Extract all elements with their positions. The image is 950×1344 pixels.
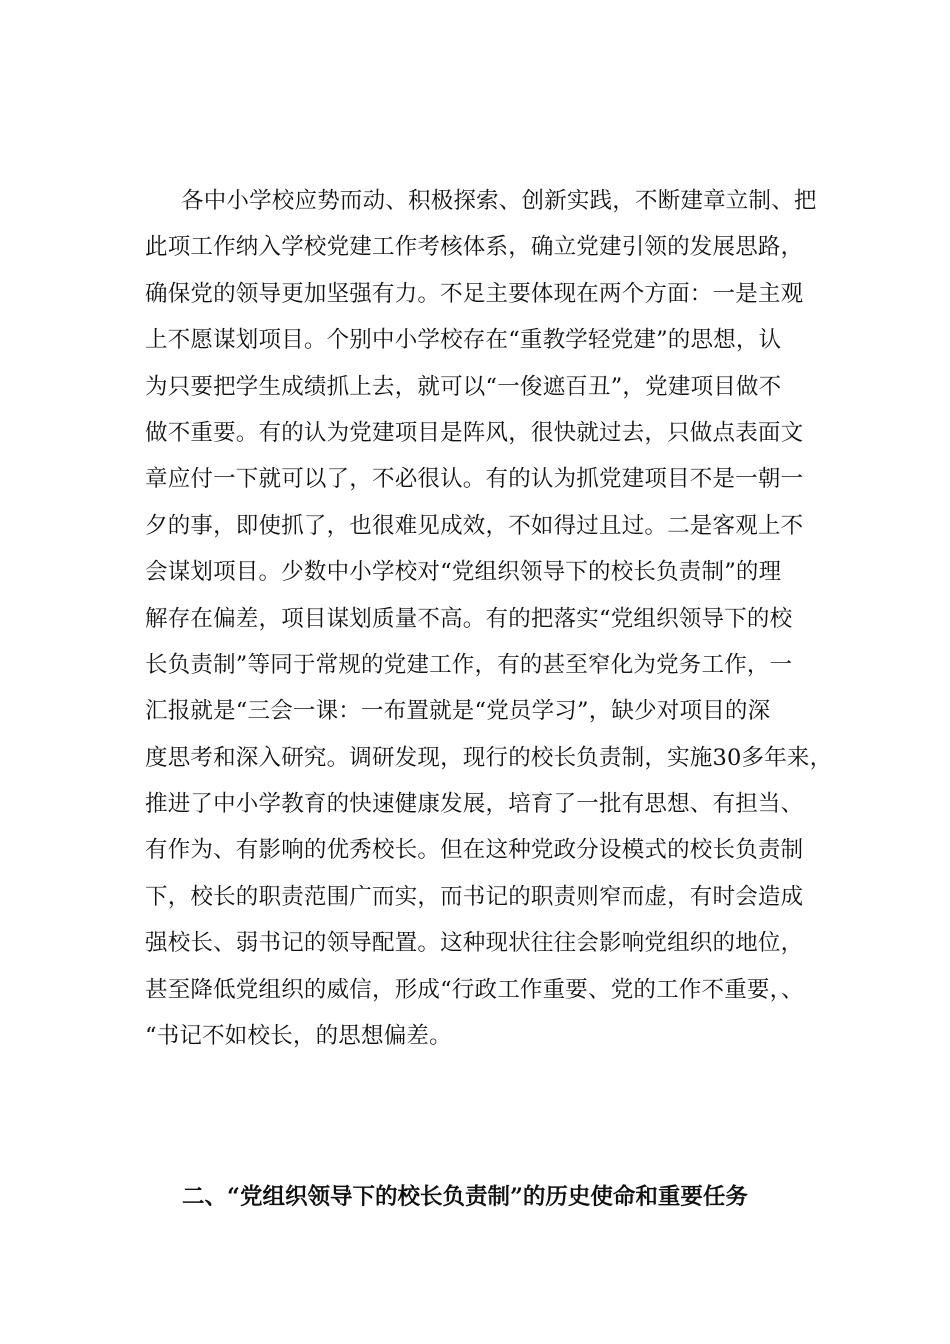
paragraph-line: 推进了中小学教育的快速健康发展，培育了一批有思想、有担当、 bbox=[145, 791, 804, 818]
paragraph-line: 章应付一下就可以了，不必很认。有的认为抓党建项目不是一朝一 bbox=[145, 466, 804, 493]
paragraph-line: 夕的事，即使抓了，也很难见成效，不如得过且过。二是客观上不 bbox=[145, 512, 804, 539]
paragraph-line: 上不愿谋划项目。个别中小学校存在“重教学轻党建”的思想，认 bbox=[145, 327, 782, 354]
paragraph-line: 汇报就是“三会一课：一布置就是“党员学习”，缺少对项目的深 bbox=[145, 698, 771, 725]
body-paragraph bbox=[145, 178, 833, 1059]
paragraph-line: 此项工作纳入学校党建工作考核体系，确立党建引领的发展思路， bbox=[145, 234, 804, 261]
section-heading: 二、“党组织领导下的校长负责制”的历史使命和重要任务 bbox=[182, 1184, 748, 1210]
paragraph-line: 强校长、弱书记的领导配置。这种现状往往会影响党组织的地位， bbox=[145, 930, 804, 957]
paragraph-line: “书记不如校长，的思想偏差。 bbox=[145, 1023, 452, 1050]
paragraph-line: 做不重要。有的认为党建项目是阵风，很快就过去，只做点表面文 bbox=[145, 419, 804, 446]
paragraph-line: 下，校长的职责范围广而实，而书记的职责则窄而虚，有时会造成 bbox=[145, 883, 804, 910]
paragraph-line: 解存在偏差，项目谋划质量不高。有的把落实“党组织领导下的校 bbox=[145, 605, 793, 632]
paragraph-line: 会谋划项目。少数中小学校对“党组织领导下的校长负责制”的理 bbox=[145, 559, 782, 586]
paragraph-line: 度思考和深入研究。调研发现，现行的校长负责制，实施30多年来， bbox=[145, 744, 833, 771]
paragraph-line: 为只要把学生成绩抓上去，就可以“一俊遮百丑”，党建项目做不 bbox=[145, 373, 782, 400]
paragraph-line: 有作为、有影响的优秀校长。但在这种党政分设模式的校长负责制 bbox=[145, 837, 804, 864]
paragraph-line: 长负责制”等同于常规的党建工作，有的甚至窄化为党务工作，一 bbox=[145, 651, 793, 678]
paragraph-line: 甚至降低党组织的威信，形成“行政工作重要、党的工作不重要，、 bbox=[145, 976, 804, 1003]
paragraph-line: 确保党的领导更加坚强有力。不足主要体现在两个方面：一是主观 bbox=[145, 280, 804, 307]
paragraph-line: 各中小学校应势而动、积极探索、创新实践，不断建章立制、把 bbox=[181, 188, 817, 214]
